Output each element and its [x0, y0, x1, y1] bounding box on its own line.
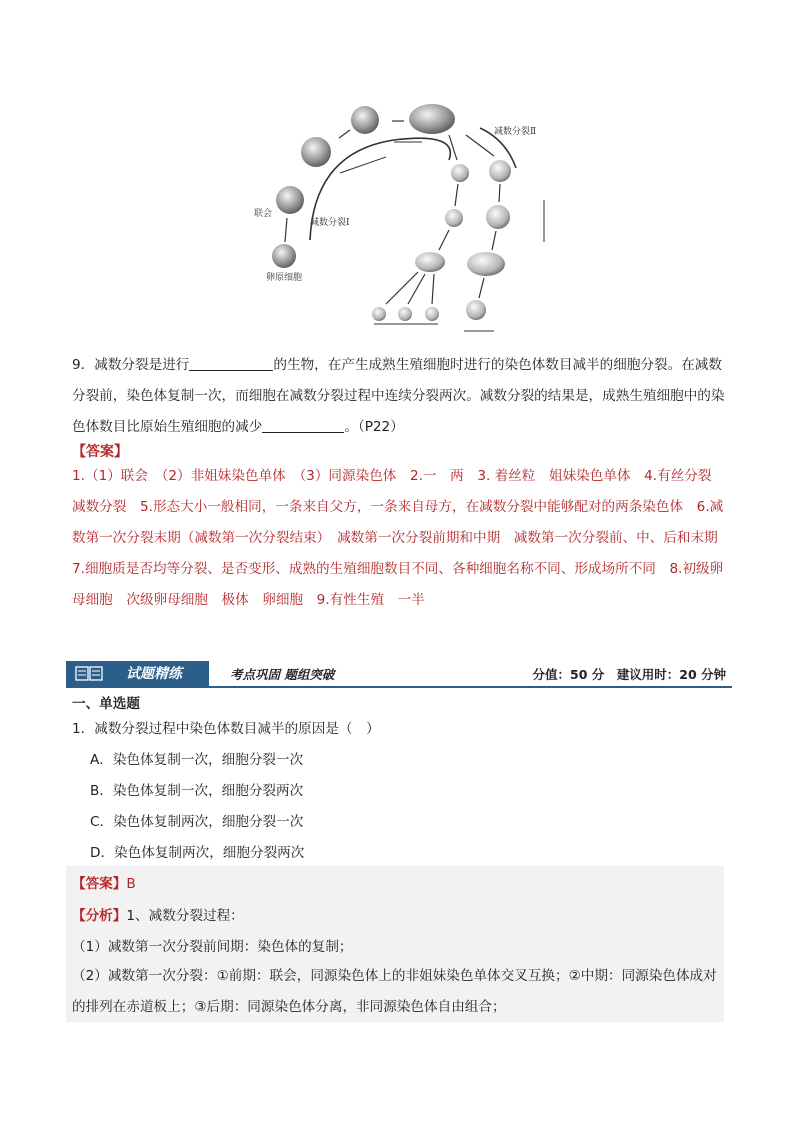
option-b[interactable]: B．染色体复制一次，细胞分裂两次: [90, 783, 304, 799]
cell-oocyte-metaphase: [486, 205, 510, 229]
analysis-line-2: （1）减数第一次分裂前间期：染色体的复制；: [72, 939, 353, 955]
option-d[interactable]: D．染色体复制两次，细胞分裂两次: [90, 845, 305, 861]
cell-polar-telophase: [415, 252, 445, 272]
cell-polar-body-a: [372, 307, 386, 321]
cell-synapsis: [276, 186, 304, 214]
single-choice-heading: 一、单选题: [72, 696, 140, 712]
q9-text-2: 的生物，在产生成熟生殖细胞时进行的染色体数目减半的细胞分裂。在减数分裂前，染色体复制一次，而细胞在减数分裂过程中连续分裂两次。减数分裂的结果是，成熟生殖细胞中的染色体数目比原始生殖细胞的减少: [72, 357, 725, 435]
section-title: 试题精练: [126, 666, 182, 682]
q9-text-3: 。（P22）: [344, 419, 404, 435]
arrow-13: [479, 278, 484, 298]
cell-oogonium: [272, 244, 296, 268]
answer-value: B: [126, 876, 136, 892]
question-1: 1．减数分裂过程中染色体数目减半的原因是（ ）: [72, 721, 380, 737]
cell-polar-body-1: [451, 164, 469, 182]
label-synapsis: 联会: [254, 209, 273, 219]
answer-line-arc: [340, 157, 386, 173]
arrow-7: [499, 184, 500, 202]
arrow-2: [339, 130, 350, 138]
answer-tag-2: 【答案】: [72, 876, 127, 892]
answer-tag-1: 【答案】: [72, 444, 128, 460]
cell-metaphase1: [301, 137, 331, 167]
cell-egg: [466, 300, 486, 320]
arrow-8: [439, 230, 449, 250]
cell-polar-metaphase: [445, 209, 463, 227]
section-score-time: 分值：50 分 建议用时：20 分钟: [532, 667, 726, 682]
label-oogonium: 卵原细胞: [266, 273, 303, 283]
cell-secondary-oocyte: [489, 160, 511, 182]
cell-polar-body-c: [425, 307, 439, 321]
analysis-line-3: （2）减数第一次分裂：①前期：联会，同源染色体上的非姐妹染色单体交叉互换；②中期：同源染色体成对的排列在赤道板上；③后期：同源染色体分离，非同源染色体自由组合；: [72, 968, 717, 1015]
arrow-1: [285, 218, 287, 242]
answer-text-1: 1.（1）联会 （2）非姐妹染色单体 （3）同源染色体 2.一 两 3. 着丝粒 姐妹染色单体 4.有丝分裂 减数分裂 5.形态大小一般相同，一条来自父方，一条来自母方，在减数分裂中能够配对的两条染色体 6.减数第一次分裂末期（减数第一次分裂结束） 减数第一次分裂前期和中期 减数第一次分裂前、中、后和末期 7.细胞质是否均等分裂、是否变形、成熟的生殖细胞数目不同、各种细胞名称不同、形成场所不同 8.初级卵母细胞 次级卵母细胞 极体 卵细胞 9.有性生殖 一半: [72, 468, 745, 608]
q9-blank-1[interactable]: [189, 356, 273, 371]
oogenesis-diagram: [244, 100, 550, 342]
question-9: [72, 350, 732, 443]
section-subtitle: 考点巩固 题组突破: [230, 667, 335, 682]
book-icon: [75, 666, 103, 681]
analysis-line-1: [72, 904, 244, 924]
arrow-11: [408, 274, 425, 304]
arrow-10: [386, 272, 418, 304]
label-meiosis2: 减数分裂Ⅱ: [494, 127, 537, 137]
section-header-bar: [66, 661, 732, 687]
cell-polar-body-b: [398, 307, 412, 321]
label-meiosis1: 减数分裂Ⅰ: [310, 218, 350, 228]
cell-telophase1: [409, 104, 455, 134]
answer-line-q1: [72, 872, 136, 892]
option-c[interactable]: C．染色体复制两次，细胞分裂一次: [90, 814, 304, 830]
q9-number: 9．: [72, 357, 95, 373]
arrow-5: [466, 135, 494, 156]
analysis-text-1: 1、减数分裂过程：: [126, 908, 244, 924]
q9-text-1: 减数分裂是进行: [94, 357, 190, 373]
section-rule: [66, 686, 732, 688]
cell-anaphase1: [351, 106, 379, 134]
analysis-tag: 【分析】: [72, 908, 127, 924]
q9-blank-2[interactable]: [262, 418, 344, 433]
arrow-9: [492, 231, 496, 250]
option-a[interactable]: A．染色体复制一次，细胞分裂一次: [90, 752, 304, 768]
cell-oocyte-telophase: [467, 252, 505, 276]
arrow-12: [432, 274, 434, 304]
arrow-6: [455, 184, 458, 206]
section-tab: [66, 661, 209, 686]
